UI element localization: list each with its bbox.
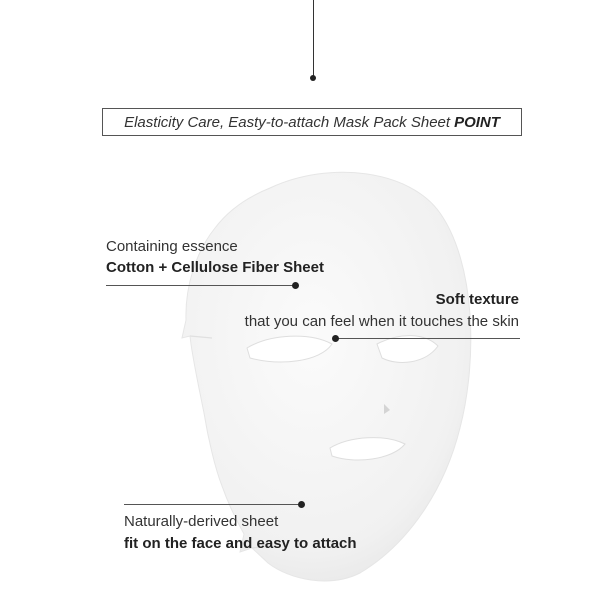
point-2-subtitle: that you can feel when it touches the skin	[244, 313, 519, 330]
title-emphasis: POINT	[454, 113, 500, 131]
point-1-line	[106, 285, 296, 286]
point-2-line	[336, 338, 520, 339]
top-connector-line	[313, 0, 314, 77]
point-2-headline: Soft texture	[435, 291, 519, 308]
title-box	[102, 108, 522, 136]
point-2-dot	[332, 335, 339, 342]
point-3-dot	[298, 501, 305, 508]
point-3-headline: fit on the face and easy to attach	[124, 535, 357, 552]
point-1-headline: Cotton + Cellulose Fiber Sheet	[106, 259, 324, 276]
point-3-subtitle: Naturally-derived sheet	[124, 513, 279, 530]
point-3-line	[124, 504, 302, 505]
point-1-dot	[292, 282, 299, 289]
title-text: Elasticity Care, Easty-to-attach Mask Pack Sheet	[124, 113, 451, 131]
point-1-subtitle: Containing essence	[106, 238, 238, 255]
top-connector-dot	[310, 75, 316, 81]
